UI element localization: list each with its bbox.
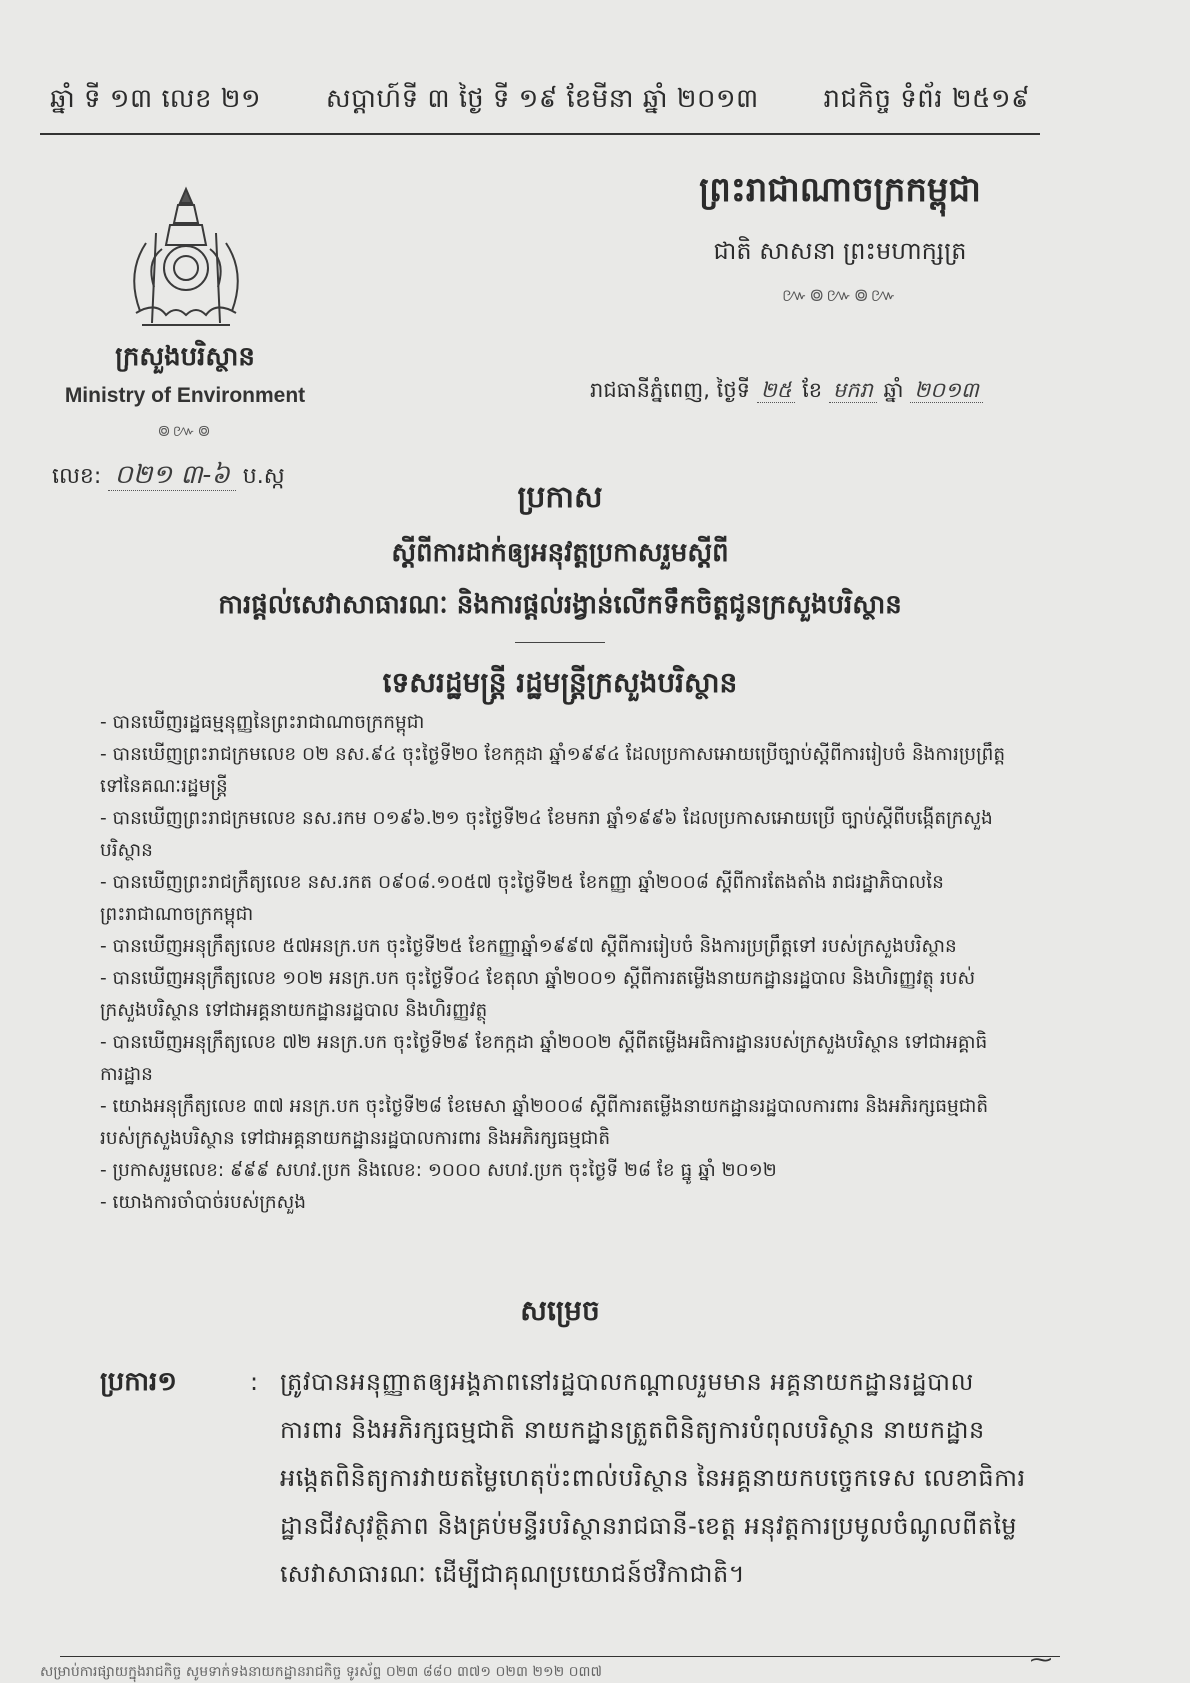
footer-rule <box>60 1656 1060 1657</box>
subject-line-2: ការផ្តល់សេវាសាធារណៈ និងការផ្តល់រង្វាន់លើកទឹកចិត្តជូនក្រសួងបរិស្ថាន <box>218 590 902 620</box>
document-type: ប្រកាស <box>517 480 603 515</box>
article-1-text: ត្រូវបានអនុញ្ញាតឲ្យអង្គភាពនៅរដ្ឋបាលកណ្តាលរួមមាន អគ្គនាយកដ្ឋានរដ្ឋបាលការពារ និងអភិរក្សធម្មជាតិ នាយកដ្ឋានត្រួតពិនិត្យការបំពុលបរិស្ថាន នាយកដ្ឋានអង្កេតពិនិត្យការវាយតម្លៃហេតុប៉ះពាល់បរិស្ថាន នៃអគ្គនាយកបច្ចេកទេស លេខាធិការដ្ឋានជីវសុវត្ថិភាព និងគ្រប់មន្ទីរបរិស្ថានរាជធានី-ខេត្ត អនុវត្តការប្រមូលចំណូលពីតម្លៃសេវាសាធារណៈ ដើម្បីជាគុណប្រយោជន៍ថវិកាជាតិ។ <box>280 1368 1026 1588</box>
kingdom-name: ព្រះរាជាណាចក្រកម្ពុជា <box>699 170 981 210</box>
consideration-item: - យោងអនុក្រឹត្យលេខ ៣៧ អនក្រ.បក ចុះថ្ងៃទី២៨ ខែមេសា ឆ្នាំ២០០៨ ស្តីពីការតម្លើងនាយកដ្ឋានរដ្ឋបាលការពារ និងអភិរក្សធម្មជាតិរបស់ក្រសួងបរិស្ថាន ទៅជាអគ្គនាយកដ្ឋានរដ្ឋបាលការពារ និងអភិរក្សធម្មជាតិ <box>100 1096 989 1149</box>
kingdom-heading <box>650 168 1030 310</box>
consideration-item: - បានឃើញរដ្ឋធម្មនុញ្ញនៃព្រះរាជាណាចក្រកម្ពុជា <box>100 712 425 733</box>
date-place: រាជធានីភ្នំពេញ, <box>590 378 710 402</box>
gazette-header <box>50 82 1030 120</box>
consideration-item: - បានឃើញព្រះរាជក្រមលេខ ០២ នស.៩៤ ចុះថ្ងៃទី២០ ខែកក្កដា ឆ្នាំ១៩៩៤ ដែលប្រកាសអោយប្រើច្បាប់ស្តីពីការរៀបចំ និងការប្រព្រឹត្តទៅនៃគណៈរដ្ឋមន្ត្រី <box>100 744 1006 797</box>
gazette-issue: ឆ្នាំ ទី ១៣ លេខ ២១ <box>50 84 262 114</box>
date-month-label: ខែ <box>802 378 823 402</box>
reference-label: លេខ: <box>52 464 102 489</box>
footer-mark: ⁓ <box>1030 1648 1052 1673</box>
reference-handwritten-number: ០២១ ៣-៦ <box>108 460 235 491</box>
consideration-item: - បានឃើញអនុក្រឹត្យលេខ ៧២ អនក្រ.បក ចុះថ្ងៃទី២៩ ខែកក្កដា ឆ្នាំ២០០២ ស្តីពីតម្លើងអធិការដ្ឋានរបស់ក្រសួងបរិស្ថាន ទៅជាអគ្គាធិការដ្ឋាន <box>100 1032 988 1085</box>
document-titles <box>60 478 1060 706</box>
consideration-item: - បានឃើញព្រះរាជក្រឹត្យលេខ នស.រកត ០៩០៨.១០៥៧ ចុះថ្ងៃទី២៥ ខែកញ្ញា ឆ្នាំ២០០៨ ស្តីពីការតែងតាំង រាជរដ្ឋាភិបាលនៃព្រះរាជាណាចក្រកម្ពុជា <box>100 872 944 925</box>
date-month: មករា <box>829 378 877 403</box>
kingdom-ornament: ៚៙៚៙៚ <box>781 285 899 306</box>
issuing-authority: ទេសរដ្ឋមន្ត្រី រដ្ឋមន្ត្រីក្រសួងបរិស្ថាន <box>382 666 738 699</box>
article-1-colon: : <box>250 1368 259 1396</box>
consideration-item: - យោងការចាំបាច់របស់ក្រសួង <box>100 1192 306 1213</box>
royal-emblem-icon <box>106 183 266 333</box>
reference-suffix: ប.ស្ក <box>242 464 285 489</box>
date-year-label: ឆ្នាំ <box>883 378 904 402</box>
article-1 <box>100 1358 1030 1598</box>
consideration-item: - បានឃើញអនុក្រឹត្យលេខ ៥៧អនក្រ.បក ចុះថ្ងៃទី២៥ ខែកញ្ញាឆ្នាំ១៩៩៧ ស្តីពីការរៀបចំ និងការប្រព្រឹត្តទៅ របស់ក្រសួងបរិស្ថាន <box>100 936 957 957</box>
consideration-item: - បានឃើញព្រះរាជក្រមលេខ នស.រកម ០១៩៦.២១ ចុះថ្ងៃទី២៤ ខែមករា ឆ្នាំ១៩៩៦ ដែលប្រកាសអោយប្រើ ច្បាប់ស្តីពីបង្កើតក្រសួងបរិស្ថាន <box>100 808 993 861</box>
date-line <box>590 377 983 408</box>
gazette-page-number: រាជកិច្ច ទំព័រ ២៥១៩ <box>823 84 1030 114</box>
gazette-week-date: សប្តាហ៍ទី ៣ ថ្ងៃ ទី ១៩ ខែមីនា ឆ្នាំ ២០១៣ <box>325 84 759 114</box>
consideration-item: - ប្រកាសរួមលេខ: ៩៩៩ សហវ.ប្រក និងលេខ: ១០០០ សហវ.ប្រក ចុះថ្ងៃទី ២៨ ខែ ធ្នូ ឆ្នាំ ២០១២ <box>100 1160 777 1181</box>
title-separator <box>515 642 605 643</box>
ministry-name-english: Ministry of Environment <box>64 384 306 407</box>
considerations-list <box>100 707 1020 1219</box>
kingdom-motto: ជាតិ សាសនា ព្រះមហាក្សត្រ <box>713 237 967 265</box>
consideration-item: - បានឃើញអនុក្រឹត្យលេខ ១០២ អនក្រ.បក ចុះថ្ងៃទី០៤ ខែតុលា ឆ្នាំ២០០១ ស្តីពីការតម្លើងនាយកដ្ឋានរដ្ឋបាល និងហិរញ្ញវត្ថុ របស់ក្រសួងបរិស្ថាន ទៅជាអគ្គនាយកដ្ឋានរដ្ឋបាល និងហិរញ្ញវត្ថុ <box>100 968 976 1021</box>
footer-text: សម្រាប់ការផ្សាយក្នុងរាជកិច្ច សូមទាក់ទងនាយកដ្ឋានរាជកិច្ច ទូរស័ព្ទ ០២៣ ៨៨០ ៣៧១ ០២៣ ២១២ ០៣៧ <box>40 1664 602 1680</box>
header-rule <box>40 133 1040 135</box>
article-1-label: ប្រការ១ <box>100 1367 177 1397</box>
decision-heading: សម្រេច <box>520 1294 600 1327</box>
ministry-ornament: ៙៚៙ <box>157 421 213 440</box>
date-year: ២០១៣ <box>910 378 983 403</box>
ministry-block <box>40 340 330 444</box>
date-day: ២៥ <box>757 378 796 403</box>
subject-line-1: ស្តីពីការដាក់ឲ្យអនុវត្តប្រកាសរួមស្តីពី <box>391 538 729 568</box>
date-day-label: ថ្ងៃទី <box>716 378 750 402</box>
ministry-name-khmer: ក្រសួងបរិស្ថាន <box>115 342 255 372</box>
